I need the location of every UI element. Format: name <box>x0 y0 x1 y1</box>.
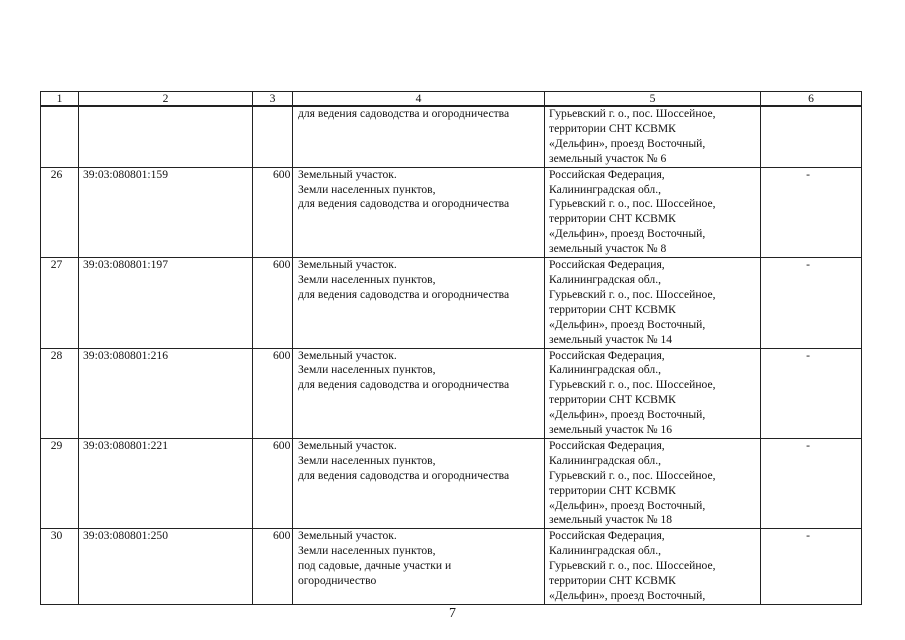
header-col-6: 6 <box>761 92 862 107</box>
address-line: Гурьевский г. о., пос. Шоссейное, <box>549 559 716 573</box>
plot-area: 600 <box>253 438 293 528</box>
address-line: Калининградская обл., <box>549 363 661 377</box>
page-number: 7 <box>449 606 456 621</box>
encumbrance-note: - <box>761 438 862 528</box>
address-line: Гурьевский г. о., пос. Шоссейное, <box>549 287 716 301</box>
plot-description <box>293 258 545 348</box>
plot-area: 600 <box>253 258 293 348</box>
land-plots-table <box>40 91 862 605</box>
address-line: «Дельфин», проезд Восточный, <box>549 589 706 602</box>
encumbrance-note: - <box>761 529 862 605</box>
plot-address <box>545 258 761 348</box>
address-line: «Дельфин», проезд Восточный, <box>549 408 706 422</box>
header-col-1: 1 <box>41 92 79 107</box>
table-row <box>41 167 862 257</box>
table-row <box>41 106 862 167</box>
description-line: Земли населенных пунктов, <box>298 272 436 286</box>
table-row <box>41 348 862 438</box>
address-line: Гурьевский г. о., пос. Шоссейное, <box>549 197 716 211</box>
address-line: «Дельфин», проезд Восточный, <box>549 498 706 512</box>
address-line: Калининградская обл., <box>549 272 661 286</box>
table-row <box>41 529 862 605</box>
plot-address <box>545 529 761 605</box>
address-line: территории СНТ КСВМК <box>549 302 676 316</box>
plot-description <box>293 529 545 605</box>
row-number: 26 <box>41 167 79 257</box>
address-line: Российская Федерация, <box>549 167 665 181</box>
plot-description <box>293 167 545 257</box>
row-number: 30 <box>41 529 79 605</box>
address-line: территории СНТ КСВМК <box>549 393 676 407</box>
row-number: 29 <box>41 438 79 528</box>
plot-address <box>545 348 761 438</box>
description-line: Земельный участок. <box>298 529 397 543</box>
address-line: Российская Федерация, <box>549 529 665 543</box>
table-header <box>41 92 862 107</box>
address-line: Гурьевский г. о., пос. Шоссейное, <box>549 468 716 482</box>
encumbrance-note: - <box>761 258 862 348</box>
table-row <box>41 438 862 528</box>
header-col-4: 4 <box>293 92 545 107</box>
address-line: «Дельфин», проезд Восточный, <box>549 136 706 150</box>
address-line: Российская Федерация, <box>549 258 665 272</box>
address-line: территории СНТ КСВМК <box>549 483 676 497</box>
plot-address <box>545 167 761 257</box>
description-line: Земельный участок. <box>298 167 397 181</box>
description-line: для ведения садоводства и огородничества <box>298 287 510 301</box>
description-line: для ведения садоводства и огородничества <box>298 468 510 482</box>
plot-area: 600 <box>253 348 293 438</box>
description-line: Земельный участок. <box>298 258 397 272</box>
address-line: земельный участок № 8 <box>549 242 667 256</box>
address-line: Калининградская обл., <box>549 182 661 196</box>
cadastral-number <box>79 106 253 167</box>
plot-area: 600 <box>253 529 293 605</box>
header-col-3: 3 <box>253 92 293 107</box>
cadastral-number: 39:03:080801:250 <box>79 529 253 605</box>
address-line: территории СНТ КСВМК <box>549 121 676 135</box>
encumbrance-note: - <box>761 348 862 438</box>
description-line: под садовые, дачные участки и <box>298 559 452 573</box>
plot-area: 600 <box>253 167 293 257</box>
address-line: Российская Федерация, <box>549 348 665 362</box>
address-line: Калининградская обл., <box>549 544 661 558</box>
plot-description <box>293 106 545 167</box>
plot-description <box>293 348 545 438</box>
address-line: «Дельфин», проезд Восточный, <box>549 317 706 331</box>
address-line: «Дельфин», проезд Восточный, <box>549 227 706 241</box>
header-col-5: 5 <box>545 92 761 107</box>
description-line: Земли населенных пунктов, <box>298 453 436 467</box>
plot-area <box>253 106 293 167</box>
row-number: 27 <box>41 258 79 348</box>
description-line: для ведения садоводства и огородничества <box>298 197 510 211</box>
table-row <box>41 258 862 348</box>
cadastral-number: 39:03:080801:221 <box>79 438 253 528</box>
address-line: территории СНТ КСВМК <box>549 574 676 588</box>
address-line: земельный участок № 18 <box>549 513 673 527</box>
description-line: для ведения садоводства и огородничества <box>298 107 510 120</box>
address-line: земельный участок № 16 <box>549 423 673 437</box>
encumbrance-note: - <box>761 167 862 257</box>
address-line: Гурьевский г. о., пос. Шоссейное, <box>549 378 716 392</box>
address-line: земельный участок № 14 <box>549 332 673 346</box>
description-line: Земельный участок. <box>298 438 397 452</box>
header-row <box>41 92 862 107</box>
cadastral-number: 39:03:080801:216 <box>79 348 253 438</box>
plot-address <box>545 106 761 167</box>
row-number <box>41 106 79 167</box>
header-col-2: 2 <box>79 92 253 107</box>
description-line: Земли населенных пунктов, <box>298 544 436 558</box>
plot-address <box>545 438 761 528</box>
plot-description <box>293 438 545 528</box>
address-line: территории СНТ КСВМК <box>549 212 676 226</box>
address-line: Гурьевский г. о., пос. Шоссейное, <box>549 107 716 120</box>
description-line: Земли населенных пунктов, <box>298 363 436 377</box>
cadastral-number: 39:03:080801:197 <box>79 258 253 348</box>
description-line: Земельный участок. <box>298 348 397 362</box>
description-line: для ведения садоводства и огородничества <box>298 378 510 392</box>
address-line: земельный участок № 6 <box>549 151 667 165</box>
encumbrance-note <box>761 106 862 167</box>
description-line: Земли населенных пунктов, <box>298 182 436 196</box>
description-line: огородничество <box>298 574 377 588</box>
row-number: 28 <box>41 348 79 438</box>
address-line: Российская Федерация, <box>549 438 665 452</box>
table-body <box>41 106 862 604</box>
address-line: Калининградская обл., <box>549 453 661 467</box>
cadastral-number: 39:03:080801:159 <box>79 167 253 257</box>
